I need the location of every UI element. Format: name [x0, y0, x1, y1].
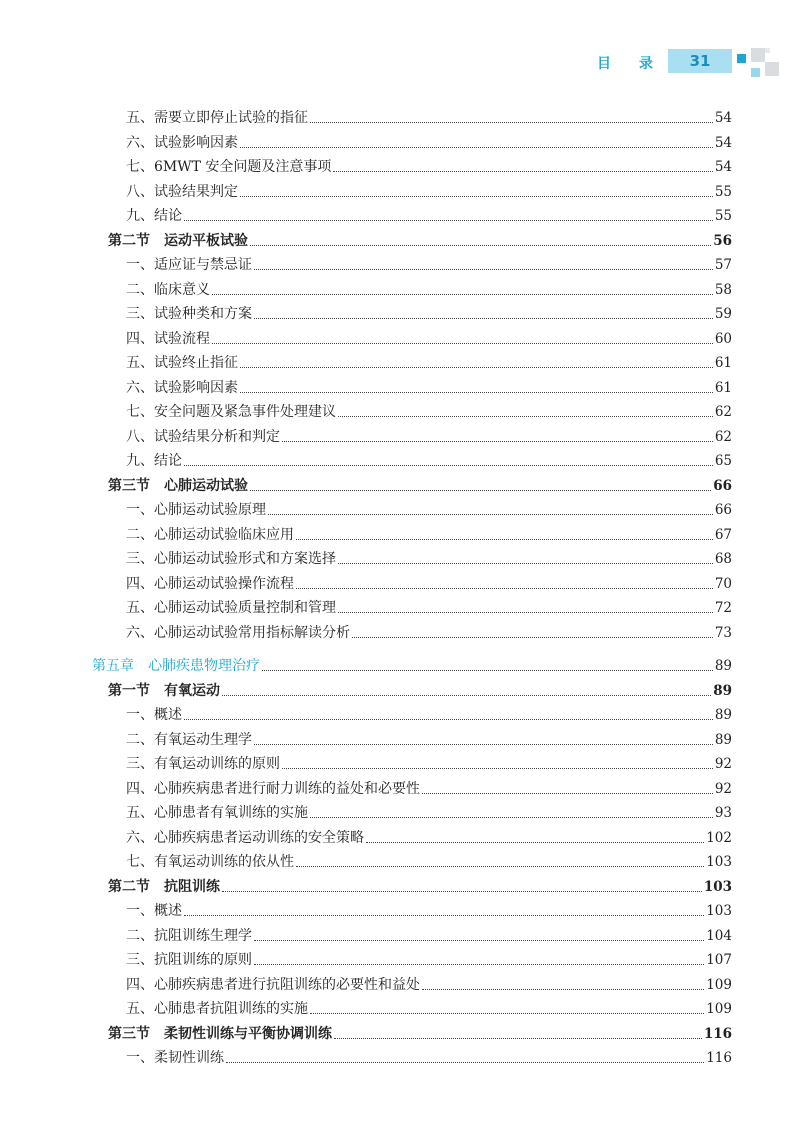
toc-title: 五、心肺患者抗阻训练的实施 [126, 1001, 308, 1017]
toc-leader-dots [310, 122, 713, 123]
toc-title: 三、心肺运动试验形式和方案选择 [126, 551, 336, 567]
toc-page-number: 72 [714, 600, 732, 616]
page-number: 31 [668, 49, 732, 73]
toc-leader-dots [226, 1062, 704, 1063]
toc-page-number: 57 [714, 257, 732, 273]
toc-leader-dots [184, 465, 713, 466]
toc-title: 五、心肺患者有氧训练的实施 [126, 805, 308, 821]
toc-title: 二、有氧运动生理学 [126, 731, 252, 748]
toc-title: 八、试验结果判定 [126, 183, 238, 200]
decor-square [737, 54, 746, 63]
toc-leader-dots [254, 964, 704, 965]
toc-title: 三、试验种类和方案 [126, 306, 252, 322]
toc-leader-dots [250, 245, 711, 246]
toc-page-number: 89 [713, 682, 732, 699]
toc-title: 七、安全问题及紧急事件处理建议 [126, 404, 336, 420]
toc-title: 第二节 运动平板试验 [108, 232, 248, 249]
toc-leader-dots [240, 196, 713, 197]
toc-entry[interactable] [126, 754, 732, 774]
toc-page-number: 104 [706, 927, 732, 944]
toc-leader-dots [296, 866, 704, 867]
toc-leader-dots [240, 367, 713, 368]
toc-title: 六、心肺运动试验常用指标解读分析 [126, 624, 350, 641]
toc-title: 五、试验终止指征 [126, 355, 238, 371]
toc-leader-dots [212, 343, 713, 344]
toc-leader-dots [254, 269, 713, 270]
toc-title: 一、适应证与禁忌证 [126, 257, 252, 273]
toc-entry[interactable] [126, 1048, 732, 1068]
toc-title: 九、结论 [126, 208, 182, 224]
toc-section[interactable] [108, 681, 732, 701]
toc-chapter[interactable] [92, 656, 732, 676]
toc-entry[interactable] [126, 451, 732, 471]
toc-entry[interactable] [126, 705, 732, 725]
toc-entry[interactable] [126, 598, 732, 618]
section-label-mu: 目 [597, 56, 611, 72]
toc-leader-dots [262, 670, 713, 671]
toc-page-number: 89 [714, 707, 732, 723]
toc-title: 六、心肺疾病患者运动训练的安全策略 [126, 829, 364, 846]
toc-page-number: 66 [714, 502, 732, 518]
toc-section[interactable] [108, 231, 732, 251]
toc-leader-dots [296, 588, 713, 589]
toc-entry[interactable] [126, 402, 732, 422]
toc-page-number: 56 [713, 232, 732, 249]
toc-page-number: 103 [703, 878, 732, 895]
toc-page-number: 62 [714, 404, 732, 420]
toc-page-number: 67 [714, 526, 732, 543]
toc-title: 一、柔韧性训练 [126, 1050, 224, 1066]
toc-leader-dots [282, 768, 713, 769]
toc-page-number: 103 [706, 903, 732, 919]
toc-page-number: 65 [714, 453, 732, 469]
toc-entry[interactable] [126, 157, 732, 177]
toc-page-number: 55 [714, 183, 732, 200]
toc-entry[interactable] [126, 378, 732, 398]
toc-entry[interactable] [126, 108, 732, 128]
toc-leader-dots [268, 514, 713, 515]
toc-entry[interactable] [126, 353, 732, 373]
toc-leader-dots [250, 490, 711, 491]
toc-page-number: 54 [714, 134, 732, 151]
toc-leader-dots [422, 989, 704, 990]
toc-title: 四、心肺运动试验操作流程 [126, 575, 294, 592]
toc-leader-dots [240, 147, 713, 148]
toc-page-number: 92 [714, 780, 732, 797]
toc-title: 九、结论 [126, 453, 182, 469]
toc-title: 第五章 心肺疾患物理治疗 [92, 658, 260, 674]
toc-leader-dots [310, 817, 713, 818]
toc-page-number: 116 [706, 1050, 732, 1066]
toc-section[interactable] [108, 877, 732, 897]
toc-leader-dots [184, 719, 713, 720]
toc-leader-dots [222, 891, 702, 892]
toc-page-number: 61 [714, 355, 732, 371]
toc-entry[interactable] [126, 828, 732, 848]
toc-leader-dots [366, 842, 704, 843]
toc-page-number: 55 [714, 208, 732, 224]
toc-page-number: 103 [706, 854, 732, 870]
toc-page-number: 107 [706, 952, 732, 968]
toc-page-number: 54 [714, 110, 732, 126]
toc-page-number: 60 [714, 330, 732, 347]
toc-title: 八、试验结果分析和判定 [126, 428, 280, 445]
toc-leader-dots [184, 220, 713, 221]
toc-entry[interactable] [126, 779, 732, 799]
toc-page-number: 62 [714, 428, 732, 445]
toc-title: 第三节 柔韧性训练与平衡协调训练 [108, 1025, 332, 1042]
toc-entry[interactable] [126, 901, 732, 921]
toc-leader-dots [310, 1013, 704, 1014]
toc-leader-dots [333, 171, 712, 172]
toc-page-number: 59 [714, 306, 732, 322]
toc-leader-dots [254, 318, 713, 319]
toc-title: 第三节 心肺运动试验 [108, 477, 248, 494]
toc-leader-dots [212, 294, 713, 295]
toc-title: 六、试验影响因素 [126, 134, 238, 151]
toc-page-number: 73 [714, 624, 732, 641]
toc-entry[interactable] [126, 803, 732, 823]
toc-leader-dots [254, 940, 704, 941]
toc-page-number: 116 [703, 1025, 732, 1042]
toc-leader-dots [352, 637, 713, 638]
toc-page-number: 89 [714, 658, 732, 674]
toc-title: 二、抗阻训练生理学 [126, 927, 252, 944]
toc-entry[interactable] [126, 999, 732, 1019]
toc-title: 七、有氧运动训练的依从性 [126, 854, 294, 870]
decor-square [765, 62, 779, 76]
decor-square [765, 48, 770, 53]
section-label-lu: 录 [639, 56, 653, 72]
toc-page-number: 66 [713, 477, 732, 494]
toc-entry[interactable] [126, 329, 732, 349]
toc-title: 一、概述 [126, 903, 182, 919]
toc-entry[interactable] [126, 255, 732, 275]
toc-section[interactable] [108, 1024, 732, 1044]
toc-page-number: 89 [714, 731, 732, 748]
toc-leader-dots [338, 416, 713, 417]
toc-entry[interactable] [126, 427, 732, 447]
toc-entry[interactable] [126, 525, 732, 545]
toc-entry[interactable] [126, 133, 732, 153]
toc-leader-dots [296, 539, 713, 540]
toc-leader-dots [222, 695, 711, 696]
toc-entry[interactable] [126, 206, 732, 226]
toc-title: 三、抗阻训练的原则 [126, 952, 252, 968]
toc-title: 第一节 有氧运动 [108, 682, 220, 699]
toc-entry[interactable] [126, 926, 732, 946]
toc-page-number: 70 [714, 575, 732, 592]
toc-entry[interactable] [126, 623, 732, 643]
toc-entry[interactable] [126, 182, 732, 202]
toc-page-number: 92 [714, 756, 732, 772]
toc-entry[interactable] [126, 852, 732, 872]
toc-entry[interactable] [126, 950, 732, 970]
toc-entry[interactable] [126, 975, 732, 995]
toc-title: 四、心肺疾病患者进行抗阻训练的必要性和益处 [126, 976, 420, 993]
toc-entry[interactable] [126, 280, 732, 300]
toc-entry[interactable] [126, 304, 732, 324]
toc-page-number: 68 [714, 551, 732, 567]
toc-title: 七、6MWT 安全问题及注意事项 [126, 159, 332, 175]
page-header [0, 48, 800, 88]
toc-leader-dots [338, 612, 713, 613]
toc-title: 二、心肺运动试验临床应用 [126, 526, 294, 543]
toc-title: 四、试验流程 [126, 330, 210, 347]
toc-leader-dots [240, 392, 713, 393]
toc-leader-dots [282, 441, 713, 442]
toc-page-number: 93 [714, 805, 732, 821]
toc-title: 六、试验影响因素 [126, 379, 238, 396]
toc-section[interactable] [108, 476, 732, 496]
toc-leader-dots [254, 744, 713, 745]
toc-title: 二、临床意义 [126, 281, 210, 298]
toc-title: 五、需要立即停止试验的指征 [126, 110, 308, 126]
toc-leader-dots [338, 563, 713, 564]
toc-title: 第二节 抗阻训练 [108, 878, 220, 895]
toc-title: 五、心肺运动试验质量控制和管理 [126, 600, 336, 616]
toc-page-number: 61 [714, 379, 732, 396]
toc-entry[interactable] [126, 549, 732, 569]
toc-entry[interactable] [126, 730, 732, 750]
toc-entry[interactable] [126, 500, 732, 520]
toc-page-number: 102 [706, 829, 732, 846]
decor-square [751, 48, 765, 62]
toc-page-number: 109 [706, 976, 732, 993]
toc-leader-dots [422, 793, 713, 794]
toc-page-number: 109 [706, 1001, 732, 1017]
toc-title: 一、心肺运动试验原理 [126, 502, 266, 518]
toc-page-number: 54 [714, 159, 732, 175]
toc-leader-dots [334, 1038, 702, 1039]
toc-title: 四、心肺疾病患者进行耐力训练的益处和必要性 [126, 780, 420, 797]
toc-title: 三、有氧运动训练的原则 [126, 756, 280, 772]
toc-entry[interactable] [126, 574, 732, 594]
toc-title: 一、概述 [126, 707, 182, 723]
toc-page-number: 58 [714, 281, 732, 298]
decor-square [751, 68, 760, 77]
toc-leader-dots [184, 915, 704, 916]
